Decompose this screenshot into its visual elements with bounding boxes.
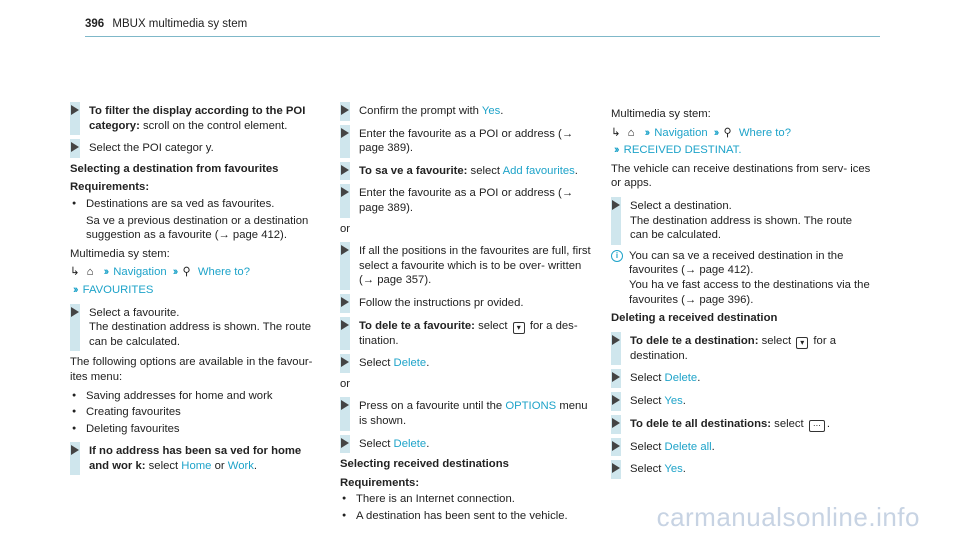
step-text: Follow the instructions pr ovided.	[359, 296, 524, 309]
step-no-address	[70, 444, 320, 473]
multimedia-label: Multimedia sy stem:	[70, 247, 170, 260]
step-text: Select	[630, 440, 662, 453]
column-3	[611, 107, 871, 483]
list-item: ● There is an Internet connection.	[340, 492, 595, 507]
menu-path-cont	[611, 143, 871, 158]
step-follow-instructions	[340, 296, 595, 311]
punct: .	[253, 459, 258, 472]
step-text: for a des‑ tination.	[359, 319, 578, 347]
option-delete: Delete	[393, 437, 427, 450]
page-number: 396	[85, 18, 105, 30]
step-select-delete: Select Delete.	[340, 356, 595, 371]
search-icon: ⚲	[723, 126, 732, 139]
path-favourites: FAVOURITES	[82, 283, 154, 296]
watermark: carmanualsonline.info	[656, 502, 920, 533]
list-item: ● Destinations are sa ved as favourites.	[70, 197, 320, 212]
step-select-yes: Select Yes.	[611, 394, 871, 409]
step-arrow-icon	[612, 372, 620, 382]
step-arrow-icon	[612, 200, 620, 210]
column-2	[340, 96, 595, 525]
option-delete: Delete	[664, 372, 698, 385]
step-text: select	[148, 459, 179, 472]
step-select-destination	[611, 199, 871, 243]
down-arrow-box-icon: ▾	[513, 322, 525, 334]
info-icon: i	[611, 250, 623, 262]
menu-path	[70, 265, 320, 280]
list-item: ● Deleting favourites	[70, 422, 320, 437]
option-yes: Yes	[481, 105, 501, 117]
double-chevron-icon: ››	[614, 144, 618, 157]
step-arrow-icon	[341, 105, 349, 115]
step-text: Select	[630, 394, 662, 407]
section-heading-favourites: Selecting a destination from favourites	[70, 162, 279, 175]
paragraph: The following options are available in the favour‑ ites menu:	[70, 356, 313, 383]
step-positions-full	[340, 244, 595, 288]
home-icon: ⌂	[86, 266, 94, 279]
header-divider	[85, 36, 880, 37]
or-text: or	[340, 222, 351, 235]
path-navigation: Navigation	[113, 266, 167, 279]
page-title: MBUX multimedia sy stem	[112, 18, 248, 30]
requirements-label: Requirements:	[340, 476, 420, 489]
list-item: ● A destination has been sent to the vehicle.	[340, 509, 595, 524]
step-select-category	[70, 141, 320, 156]
menu-path-cont	[70, 283, 320, 298]
multimedia-label: Multimedia sy stem:	[611, 108, 711, 120]
option-delete-all: Delete all	[664, 440, 712, 453]
double-chevron-icon: ››	[172, 266, 177, 279]
info-text: You ha ve fast access to the destinations via the favourites (→ page 396).	[629, 278, 870, 306]
option-add-favourites: Add favourites	[502, 164, 575, 177]
step-arrow-icon	[341, 187, 349, 197]
step-arrow-icon	[341, 400, 349, 410]
path-arrow-icon: ↳	[70, 266, 80, 279]
list-item: ● Creating favourites	[70, 405, 320, 420]
path-where-to: Where to?	[738, 126, 791, 139]
double-chevron-icon: ››	[103, 266, 108, 279]
step-arrow-icon	[612, 463, 620, 473]
path-received: RECEIVED DESTINAT.	[623, 144, 742, 157]
step-bold-text: To filter the display according to the POI category:	[89, 105, 306, 132]
path-arrow-icon: ↳	[611, 126, 621, 139]
step-text: Select	[630, 372, 662, 385]
double-chevron-icon: ››	[713, 126, 718, 139]
step-select-favourite	[70, 306, 320, 350]
option-delete: Delete	[393, 357, 427, 370]
step-arrow-icon	[341, 297, 349, 307]
more-dots-icon: ⋯	[809, 420, 825, 432]
double-chevron-icon: ››	[644, 126, 649, 139]
step-arrow-icon	[341, 320, 349, 330]
step-text: select	[774, 417, 804, 430]
step-text: Enter the favourite as a POI or address (→ page 389).	[359, 187, 574, 214]
page-header	[85, 17, 247, 32]
or-text: or	[340, 377, 351, 390]
step-select-delete-all: Select Delete all.	[611, 440, 871, 455]
step-text: Press on a favourite until the	[359, 400, 503, 413]
step-save-favourite: To sa ve a favourite: select Add favourites.	[340, 164, 595, 179]
list-item: ● Saving addresses for home and work	[70, 389, 320, 404]
path-where-to: Where to?	[197, 266, 250, 279]
down-arrow-box-icon: ▾	[796, 337, 808, 349]
step-arrow-icon	[341, 245, 349, 255]
paragraph: The vehicle can receive destinations from serv‑ ices or apps.	[611, 162, 871, 190]
search-icon: ⚲	[182, 266, 191, 279]
step-bold-text: To sa ve a favourite:	[359, 164, 468, 177]
step-enter-favourite-2	[340, 186, 595, 215]
requirements-label: Requirements:	[70, 181, 150, 194]
step-press-favourite	[340, 399, 595, 428]
step-text: scroll on the control element.	[143, 119, 288, 132]
step-text: menu is shown.	[359, 400, 588, 427]
step-select-delete: Select Delete.	[611, 371, 871, 386]
step-arrow-icon	[341, 128, 349, 138]
step-filter-poi	[70, 104, 320, 133]
step-select-delete-2: Select Delete.	[340, 437, 595, 452]
menu-path	[611, 126, 871, 141]
step-text: select	[470, 164, 501, 177]
step-text: Select the POI categor y.	[89, 142, 214, 155]
option-yes: Yes	[664, 394, 683, 407]
step-delete-favourite	[340, 319, 595, 349]
link-work: Work	[227, 459, 254, 472]
step-text: for a destination.	[630, 334, 837, 362]
step-result: The destination address is shown. The route can be calculated.	[630, 214, 853, 242]
step-arrow-icon	[612, 418, 620, 428]
step-text: Select a destination.	[630, 199, 732, 212]
step-result: The destination address is shown. The route can be calculated.	[89, 321, 312, 348]
info-note	[611, 249, 871, 307]
step-text: Enter the favourite as a POI or address (→ page 389).	[359, 127, 574, 155]
home-icon: ⌂	[627, 126, 635, 139]
step-delete-destination	[611, 334, 871, 364]
step-text: or	[214, 459, 225, 472]
step-bold-text: To dele te a destination:	[630, 334, 759, 347]
step-arrow-icon	[71, 445, 79, 455]
step-arrow-icon	[612, 395, 620, 405]
double-chevron-icon: ››	[73, 283, 77, 296]
step-arrow-icon	[71, 105, 79, 115]
step-bold-text: To dele te all destinations:	[630, 417, 772, 430]
step-text: select	[478, 319, 508, 332]
step-arrow-icon	[341, 165, 349, 175]
step-arrow-icon	[71, 307, 79, 317]
path-navigation: Navigation	[654, 126, 708, 139]
step-text: Select	[359, 437, 391, 450]
section-heading-received: Selecting received destinations	[340, 458, 509, 471]
option-yes: Yes	[664, 463, 683, 476]
section-heading-delete-received: Deleting a received destination	[611, 312, 778, 325]
step-bold-text: To dele te a favourite:	[359, 319, 475, 332]
step-bold-text: If no address has been sa ved for home and wor k:	[89, 445, 302, 472]
step-arrow-icon	[341, 438, 349, 448]
column-1	[70, 96, 320, 479]
step-text: Select	[359, 357, 391, 370]
step-enter-favourite	[340, 127, 595, 156]
step-text: Select	[630, 463, 662, 476]
step-text: Confirm the prompt with	[359, 105, 479, 117]
step-text: select	[761, 334, 792, 347]
step-arrow-icon	[612, 335, 620, 345]
step-arrow-icon	[341, 357, 349, 367]
step-arrow-icon	[71, 142, 79, 152]
info-text: You can sa ve a received destination in the favourites (→ page 412).	[629, 249, 844, 277]
step-select-yes-2: Select Yes.	[611, 462, 871, 477]
step-delete-all: To dele te all destinations: select ⋯ .	[611, 417, 871, 432]
step-arrow-icon	[612, 441, 620, 451]
step-text: If all the positions in the favourites are full, first select a favourite which is to be over‑ written (→ page 357).	[359, 245, 591, 287]
link-home: Home	[181, 459, 212, 472]
step-confirm: Confirm the prompt with Yes.	[340, 104, 595, 119]
step-text: Select a favourite.	[89, 306, 180, 319]
option-options: OPTIONS	[505, 400, 557, 413]
list-item-sub: Sa ve a previous destination or a destination suggestion as a favourite (→ page 412).	[86, 214, 309, 242]
